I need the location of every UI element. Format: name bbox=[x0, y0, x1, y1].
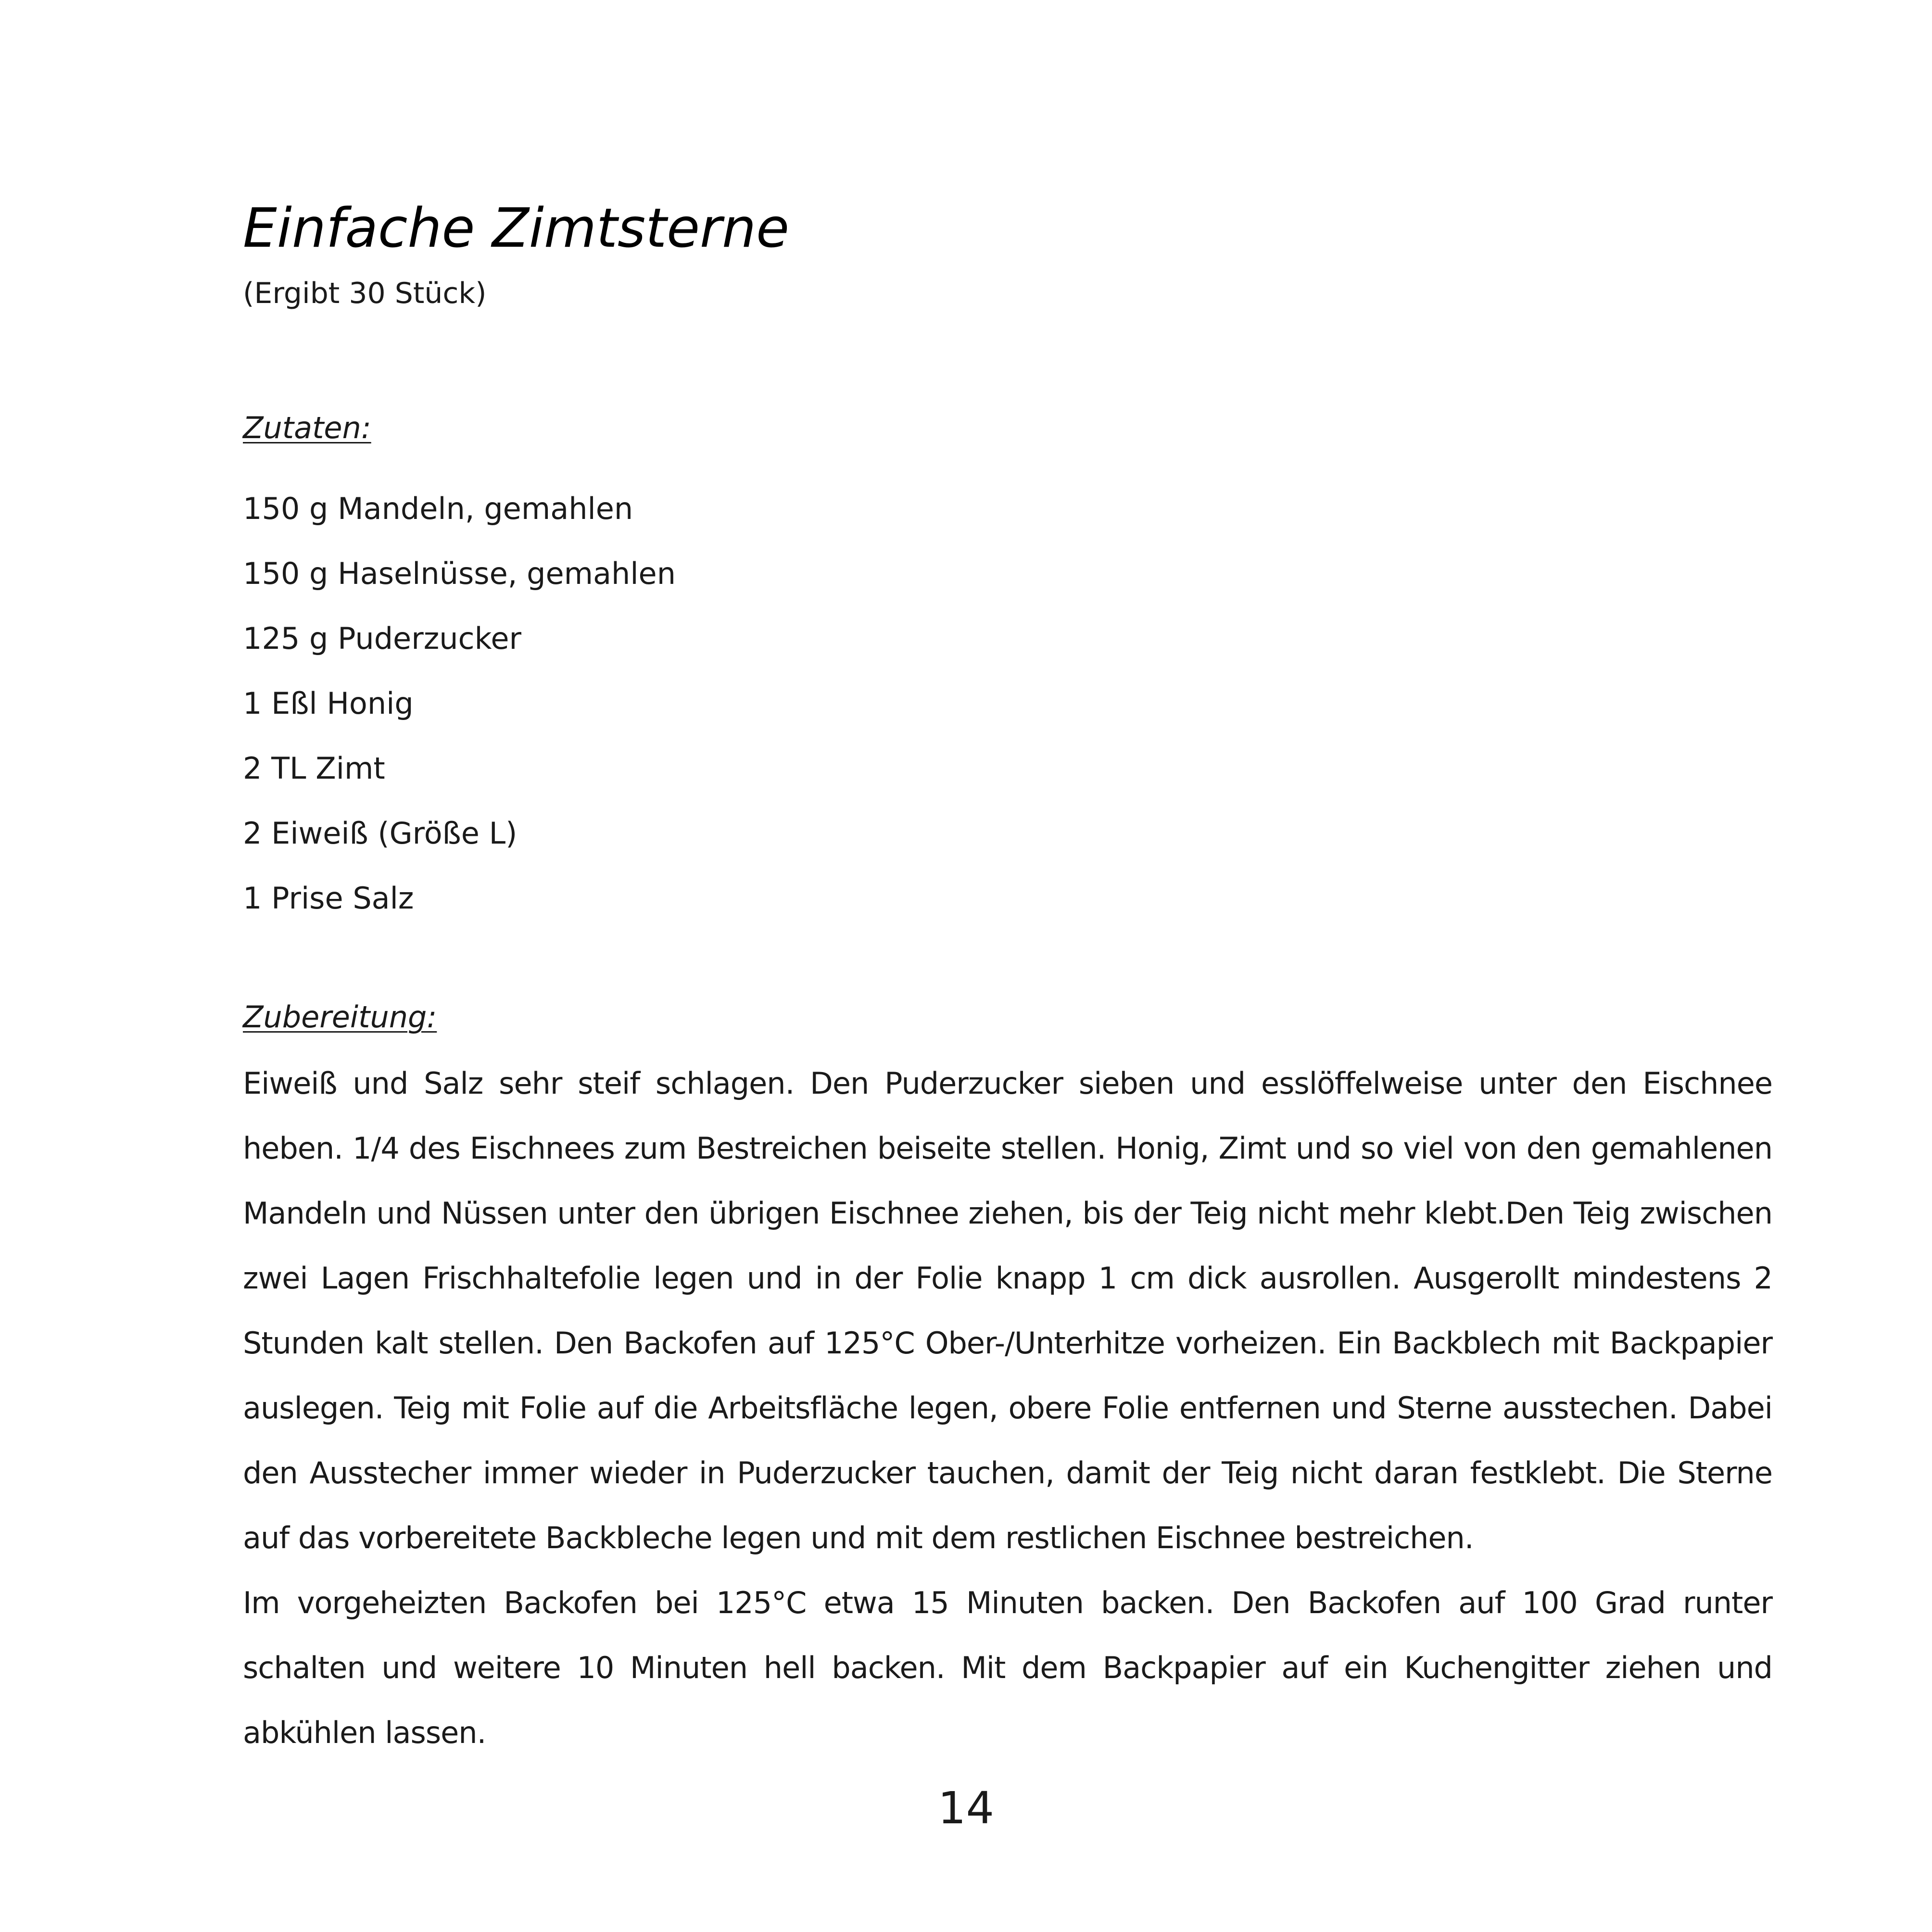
ingredient-item: 150 g Haselnüsse, gemahlen bbox=[243, 556, 676, 591]
ingredient-item: 2 TL Zimt bbox=[243, 751, 385, 786]
ingredients-heading: Zutaten: bbox=[243, 410, 371, 445]
preparation-text bbox=[243, 1051, 1772, 1765]
preparation-heading: Zubereitung: bbox=[243, 999, 437, 1035]
ingredient-item: 150 g Mandeln, gemahlen bbox=[243, 491, 633, 526]
recipe-title: Einfache Zimtsterne bbox=[243, 197, 789, 260]
ingredient-item: 125 g Puderzucker bbox=[243, 621, 521, 656]
ingredient-item: 2 Eiweiß (Größe L) bbox=[243, 816, 518, 851]
page-number: 14 bbox=[937, 1782, 995, 1834]
ingredients-list bbox=[243, 476, 676, 931]
preparation-paragraph: Eiweiß und Salz sehr steif schlagen. Den Puderzucker sieben und esslöffelweise unter den Eischnee heben. 1/4 des Eischnees zum Bestreichen beiseite stellen. Honig, Zimt und so viel von den gemahlenen Mandeln und Nüssen unter den übrigen Eischnee ziehen, bis der Teig nicht mehr klebt.Den Teig zwischen zwei Lagen Frischhaltefolie legen und in der Folie knapp 1 cm dick ausrollen. Ausgerollt mindestens 2 Stunden kalt stellen. Den Backofen auf 125°C Ober-/Unterhitze vorheizen. Ein Backblech mit Backpapier auslegen. Teig mit Folie auf die Arbeitsfläche legen, obere Folie entfernen und Sterne ausstechen. Dabei den Ausstecher immer wieder in Puderzucker tauchen, damit der Teig nicht daran festklebt. Die Sterne auf das vorbereitete Backbleche legen und mit dem restlichen Eischnee bestreichen. bbox=[243, 1066, 1772, 1555]
ingredient-item: 1 Prise Salz bbox=[243, 881, 414, 916]
ingredient-item: 1 Eßl Honig bbox=[243, 686, 414, 721]
recipe-yield: (Ergibt 30 Stück) bbox=[243, 277, 487, 310]
preparation-paragraph: Im vorgeheizten Backofen bei 125°C etwa 15 Minuten backen. Den Backofen auf 100 Grad runter schalten und weitere 10 Minuten hell backen. Mit dem Backpapier auf ein Kuchengitter ziehen und abkühlen lassen. bbox=[243, 1585, 1772, 1750]
